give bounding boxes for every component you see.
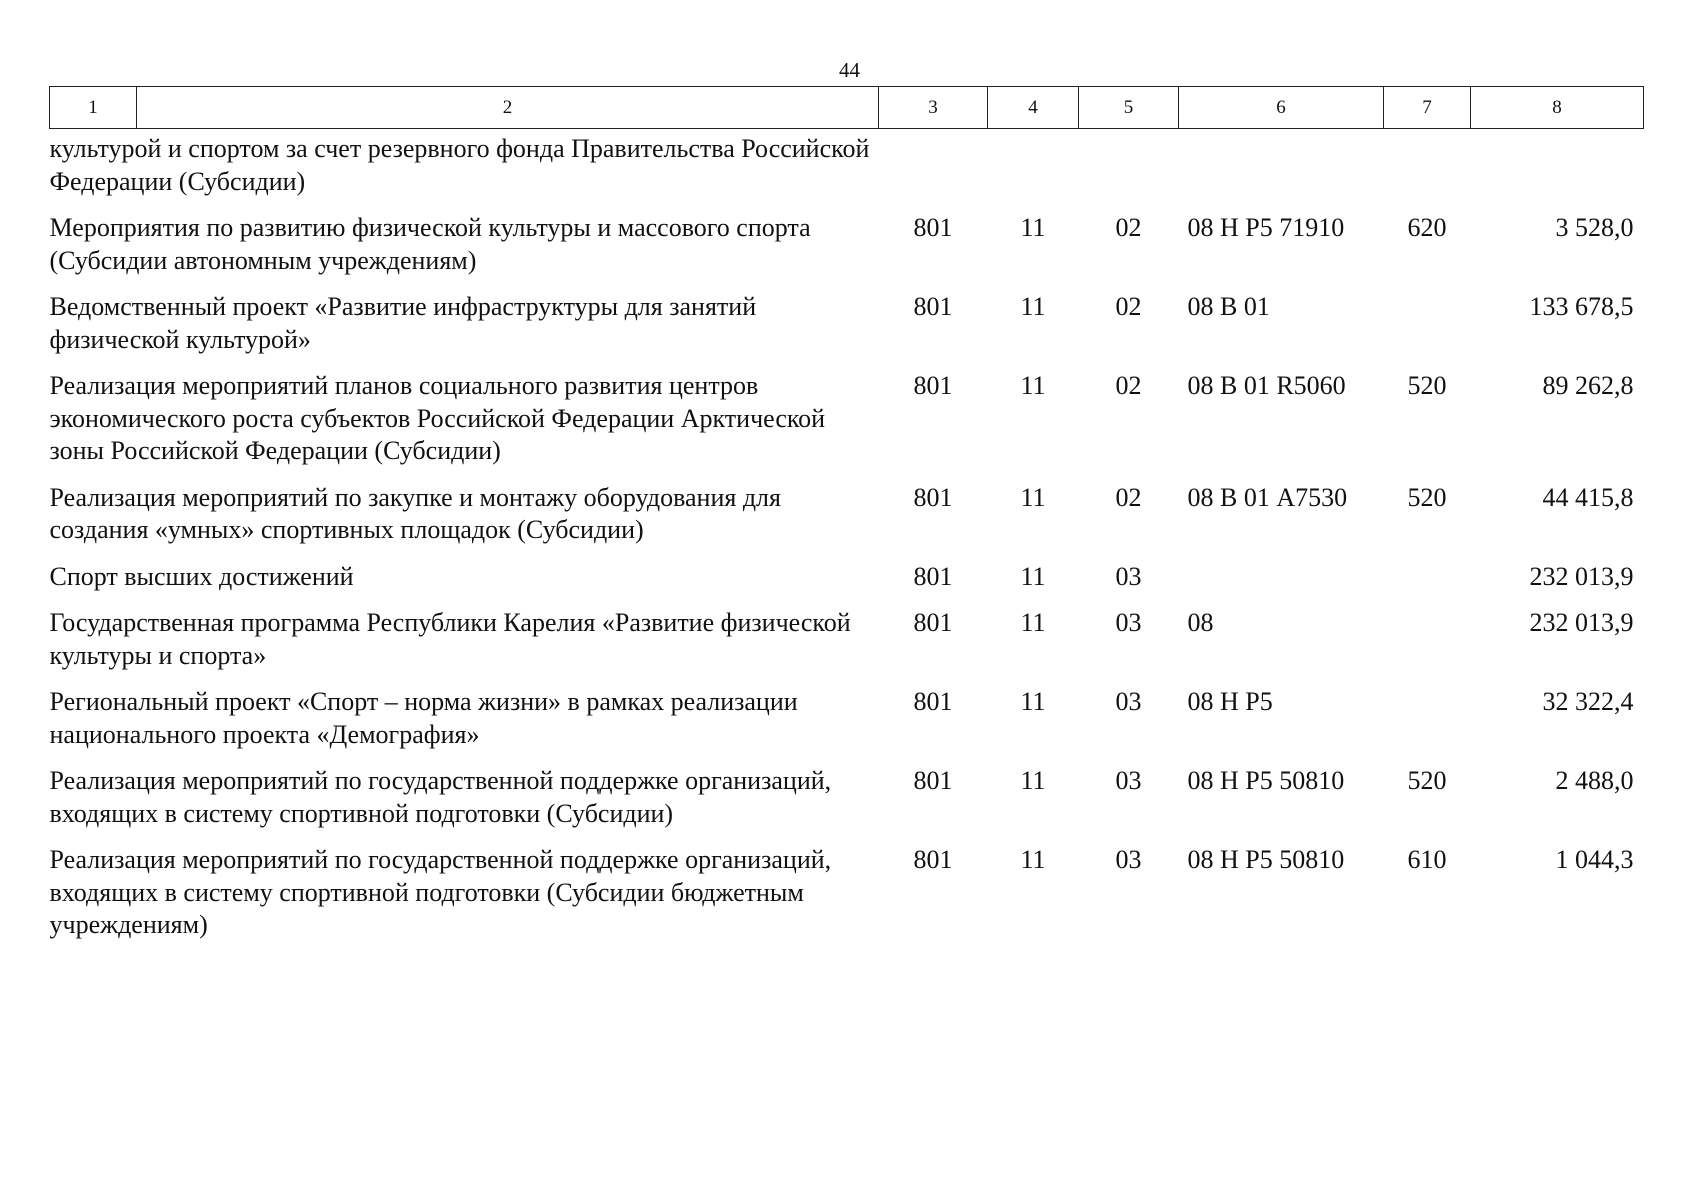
- row-ved-code: 801: [913, 213, 953, 242]
- row-expense-type: [1384, 547, 1471, 594]
- row-target-article: 08 В 01: [1187, 292, 1270, 321]
- row-expense-type: 520: [1407, 371, 1447, 400]
- row-name: Реализация мероприятий по государственной поддержке организаций, входящих в систему спортивной подготовки (Субсидии бюджетным учреждениям): [49, 845, 832, 939]
- row-ved-code: [879, 129, 988, 199]
- row-subsection-code: 03: [1115, 766, 1142, 795]
- page-number: 44: [839, 58, 860, 82]
- row-section-code: 11: [1020, 482, 1046, 512]
- table-row: [50, 830, 1644, 942]
- row-name: Реализация мероприятий по закупке и монтажу оборудования для создания «умных» спортивных площадок (Субсидии): [49, 482, 781, 544]
- row-amount: [1471, 129, 1644, 199]
- table-row: [50, 547, 1644, 594]
- row-section-code: 11: [1020, 371, 1046, 400]
- table-row: [50, 593, 1644, 672]
- row-section-code: 11: [1020, 687, 1046, 716]
- row-subsection-code: 03: [1115, 687, 1142, 716]
- header-col-6: 6: [1179, 87, 1384, 129]
- row-name: Реализация мероприятий планов социального развития центров экономического роста субъектов Российской Федерации Арктической зоны Российской Федерации (Субсидии): [49, 371, 826, 465]
- table-row: [50, 356, 1644, 468]
- row-amount: 44 415,8: [1542, 482, 1634, 512]
- row-section-code: 11: [1020, 608, 1046, 637]
- row-subsection-code: 02: [1115, 371, 1142, 400]
- row-amount: 2 488,0: [1555, 766, 1634, 795]
- table-row: [50, 751, 1644, 830]
- row-name: Ведомственный проект «Развитие инфраструктуры для занятий физической культурой»: [49, 292, 757, 354]
- row-ved-code: 801: [913, 561, 953, 591]
- table-row: [50, 468, 1644, 547]
- row-ved-code: 801: [913, 766, 953, 795]
- row-expense-type: 610: [1407, 845, 1447, 874]
- row-target-article: 08 В 01 R5060: [1187, 371, 1346, 400]
- row-name: Реализация мероприятий по государственной поддержке организаций, входящих в систему спортивной подготовки (Субсидии): [49, 766, 832, 828]
- header-col-2: 2: [137, 87, 879, 129]
- row-expense-type: 520: [1407, 482, 1447, 512]
- row-subsection-code: 02: [1115, 213, 1142, 242]
- header-col-7: 7: [1384, 87, 1471, 129]
- table-row: [50, 198, 1644, 277]
- header-row: [50, 87, 1644, 129]
- row-ved-code: 801: [913, 687, 953, 716]
- row-name: культурой и спортом за счет резервного фонда Правительства Российской Федерации (Субсидии): [49, 134, 870, 196]
- row-amount: 133 678,5: [1529, 292, 1634, 321]
- row-section-code: 11: [1020, 845, 1046, 874]
- row-section-code: [988, 129, 1079, 199]
- row-target-article: 08 Н Р5 50810: [1187, 845, 1345, 874]
- row-target-article: 08 В 01 А7530: [1187, 482, 1348, 512]
- row-target-article: [1179, 547, 1384, 594]
- row-subsection-code: 03: [1115, 561, 1142, 591]
- row-target-article: 08 Н Р5: [1187, 687, 1273, 716]
- row-subsection-code: 02: [1115, 292, 1142, 321]
- row-ved-code: 801: [913, 371, 953, 400]
- row-name: Спорт высших достижений: [49, 561, 354, 591]
- row-amount: 32 322,4: [1542, 687, 1634, 716]
- row-expense-type: 620: [1407, 213, 1447, 242]
- row-section-code: 11: [1020, 213, 1046, 242]
- row-name: Государственная программа Республики Карелия «Развитие физической культуры и спорта»: [49, 608, 851, 670]
- row-section-code: 11: [1020, 766, 1046, 795]
- row-name: Региональный проект «Спорт – норма жизни» в рамках реализации национального проекта «Демография»: [49, 687, 798, 749]
- header-col-5: 5: [1079, 87, 1179, 129]
- row-ved-code: 801: [913, 482, 953, 512]
- row-expense-type: [1384, 593, 1471, 672]
- row-amount: 232 013,9: [1529, 561, 1634, 591]
- table-body: [50, 129, 1644, 942]
- table-row: [50, 672, 1644, 751]
- row-target-article: [1179, 129, 1384, 199]
- table-header: [50, 87, 1644, 129]
- row-expense-type: 520: [1407, 766, 1447, 795]
- header-col-8: 8: [1471, 87, 1644, 129]
- row-expense-type: [1384, 277, 1471, 356]
- row-expense-type: [1384, 129, 1471, 199]
- row-amount: 3 528,0: [1555, 213, 1634, 242]
- row-section-code: 11: [1020, 292, 1046, 321]
- row-ved-code: 801: [913, 608, 953, 637]
- row-expense-type: [1384, 672, 1471, 751]
- row-subsection-code: 02: [1115, 482, 1142, 512]
- row-ved-code: 801: [913, 845, 953, 874]
- row-target-article: 08: [1187, 608, 1214, 637]
- header-col-1: 1: [50, 87, 137, 129]
- row-target-article: 08 Н Р5 50810: [1187, 766, 1345, 795]
- row-ved-code: 801: [913, 292, 953, 321]
- header-col-3: 3: [879, 87, 988, 129]
- row-target-article: 08 Н Р5 71910: [1187, 213, 1345, 242]
- header-col-4: 4: [988, 87, 1079, 129]
- row-name: Мероприятия по развитию физической культуры и массового спорта (Субсидии автономным учреждениям): [49, 213, 811, 275]
- table-row: [50, 277, 1644, 356]
- table-row: [50, 129, 1644, 199]
- budget-table: [49, 86, 1644, 942]
- row-amount: 232 013,9: [1529, 608, 1634, 637]
- row-amount: 1 044,3: [1555, 845, 1634, 874]
- row-subsection-code: [1079, 129, 1179, 199]
- row-amount: 89 262,8: [1542, 371, 1634, 400]
- row-subsection-code: 03: [1115, 845, 1142, 874]
- row-section-code: 11: [1020, 561, 1046, 591]
- row-subsection-code: 03: [1115, 608, 1142, 637]
